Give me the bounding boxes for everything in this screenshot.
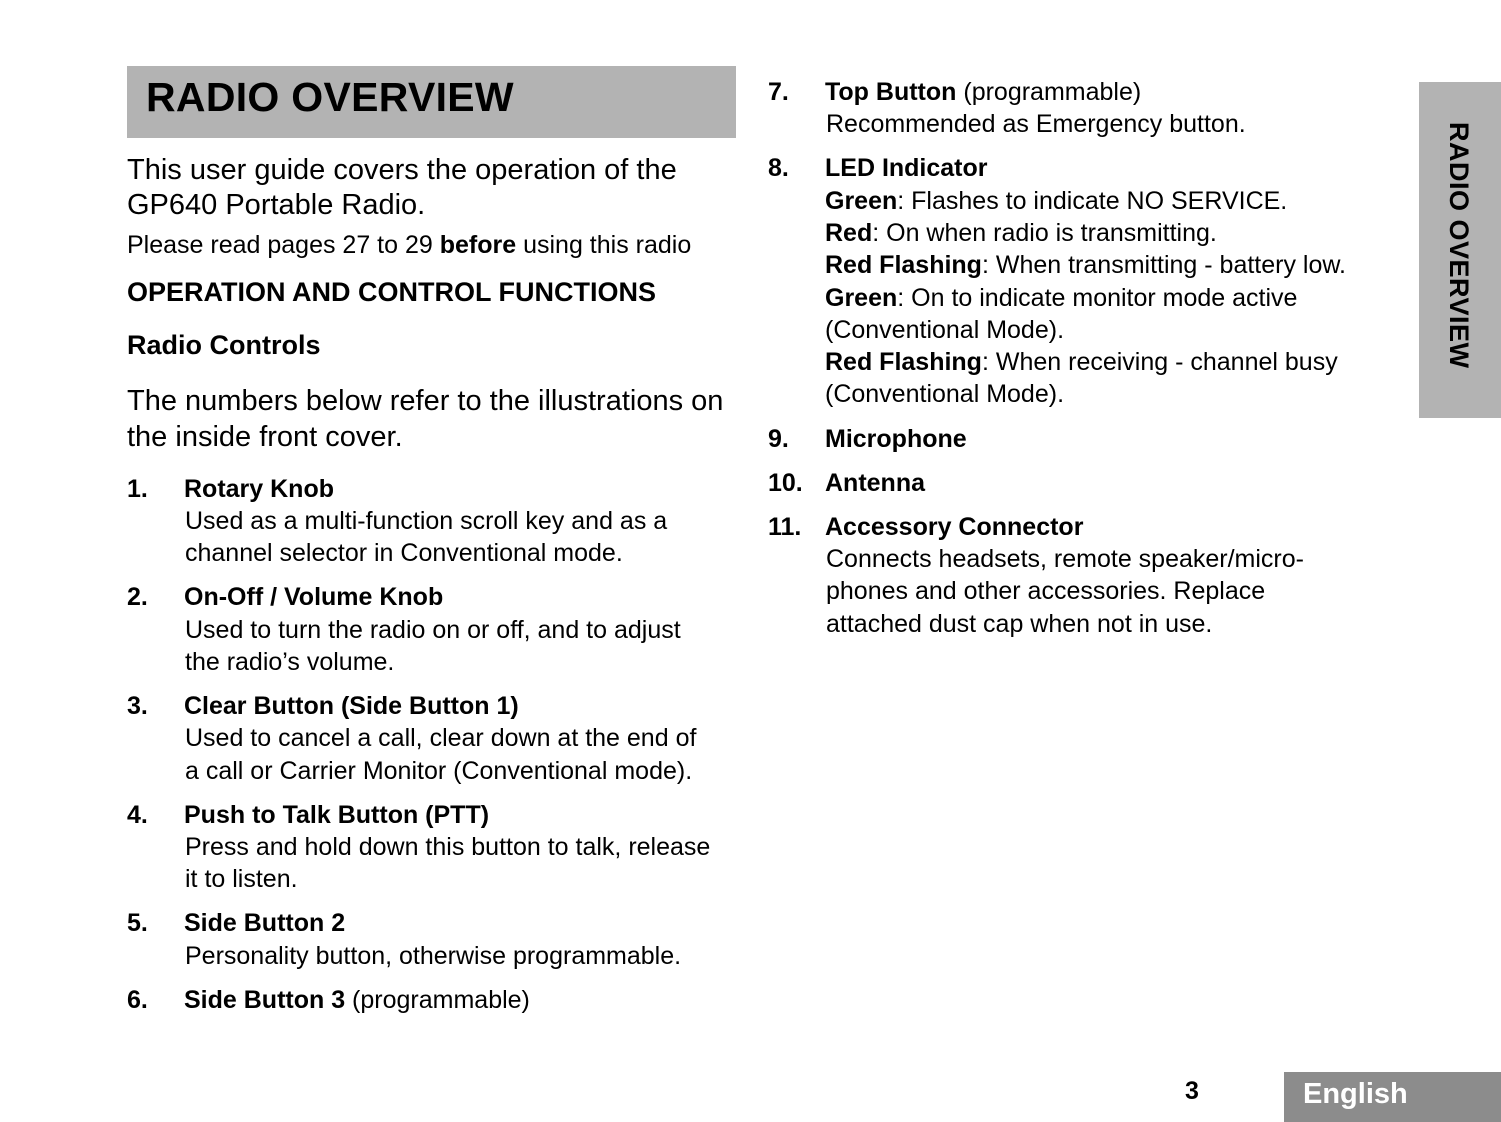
led-row — [825, 185, 1287, 217]
subheading: Radio Controls — [127, 330, 321, 360]
item-desc-line: phones and other accessories. Replace — [826, 577, 1266, 605]
item-desc-line: Recommended as Emergency button. — [826, 110, 1246, 138]
led-row — [825, 314, 1064, 346]
read-notice-emphasis: before — [439, 231, 517, 259]
read-notice-prefix: Please read pages 27 to 29 — [127, 231, 440, 259]
item-number: 1. — [127, 475, 148, 503]
led-label: Red Flashing — [825, 348, 982, 376]
item-title: LED Indicator — [825, 154, 988, 182]
item-desc-line: channel selector in Conventional mode. — [185, 539, 623, 567]
page-number: 3 — [1185, 1077, 1199, 1105]
read-notice — [127, 229, 691, 262]
section-side-tab — [1419, 82, 1501, 418]
item-number: 3. — [127, 692, 148, 720]
item-desc-line: it to listen. — [185, 865, 298, 893]
page-title: RADIO OVERVIEW — [146, 74, 514, 120]
item-title-bold: Side Button 3 — [184, 986, 346, 1014]
item-desc-line: Used to turn the radio on or off, and to adjust — [185, 616, 681, 644]
led-text: : On when radio is transmitting. — [872, 219, 1217, 247]
language-label: English — [1303, 1078, 1408, 1110]
item-title: Side Button 2 — [184, 909, 346, 937]
item-title-bold: Top Button — [825, 78, 957, 106]
section-heading: OPERATION AND CONTROL FUNCTIONS — [127, 277, 656, 307]
title-bar — [127, 66, 736, 138]
led-row — [825, 282, 1297, 314]
item-desc-line: a call or Carrier Monitor (Conventional mode). — [185, 757, 693, 785]
item-number: 6. — [127, 986, 148, 1014]
item-title-suffix: (programmable) — [956, 78, 1142, 106]
item-number: 11. — [768, 513, 802, 541]
led-row — [825, 249, 1346, 281]
led-label: Red Flashing — [825, 251, 982, 279]
item-desc-line: the radio’s volume. — [185, 648, 395, 676]
numbers-intro-line-1: The numbers below refer to the illustrations on — [127, 385, 724, 417]
item-title: Push to Talk Button (PTT) — [184, 801, 490, 829]
led-text: (Conventional Mode). — [825, 380, 1065, 408]
led-label: Green — [825, 187, 898, 215]
item-title: Antenna — [825, 469, 925, 497]
item-title — [825, 76, 1141, 108]
led-label: Green — [825, 284, 898, 312]
numbers-intro-line-2: the inside front cover. — [127, 421, 403, 453]
item-title: Rotary Knob — [184, 475, 334, 503]
item-desc-line: Personality button, otherwise programmable. — [185, 942, 682, 970]
item-number: 10. — [768, 469, 803, 497]
item-title: Microphone — [825, 425, 967, 453]
item-number: 7. — [768, 78, 789, 106]
item-desc-line: attached dust cap when not in use. — [826, 610, 1213, 638]
item-number: 2. — [127, 583, 148, 611]
led-text: : When transmitting - battery low. — [981, 251, 1346, 279]
item-title: Clear Button (Side Button 1) — [184, 692, 519, 720]
item-number: 4. — [127, 801, 148, 829]
read-notice-suffix: using this radio — [516, 231, 692, 259]
item-number: 8. — [768, 154, 789, 182]
item-title-suffix: (programmable) — [345, 986, 530, 1014]
led-text: (Conventional Mode). — [825, 316, 1065, 344]
led-row — [825, 378, 1064, 410]
language-tab — [1284, 1072, 1501, 1122]
led-row — [825, 346, 1338, 378]
side-tab-label: RADIO OVERVIEW — [1444, 122, 1474, 369]
item-desc-line: Used as a multi-function scroll key and as a — [185, 507, 668, 535]
item-desc-line: Connects headsets, remote speaker/micro- — [826, 545, 1304, 573]
intro-line-1: This user guide covers the operation of the — [127, 154, 677, 186]
led-text: : When receiving - channel busy — [981, 348, 1338, 376]
item-title: On-Off / Volume Knob — [184, 583, 444, 611]
led-text: : On to indicate monitor mode active — [897, 284, 1298, 312]
item-desc-line: Used to cancel a call, clear down at the end of — [185, 724, 697, 752]
item-number: 5. — [127, 909, 148, 937]
item-title: Accessory Connector — [825, 513, 1084, 541]
led-row — [825, 217, 1217, 249]
led-text: : Flashes to indicate NO SERVICE. — [897, 187, 1288, 215]
led-label: Red — [825, 219, 873, 247]
intro-line-2: GP640 Portable Radio. — [127, 189, 426, 221]
item-desc-line: Press and hold down this button to talk, release — [185, 833, 711, 861]
item-number: 9. — [768, 425, 789, 453]
item-title — [184, 984, 530, 1016]
